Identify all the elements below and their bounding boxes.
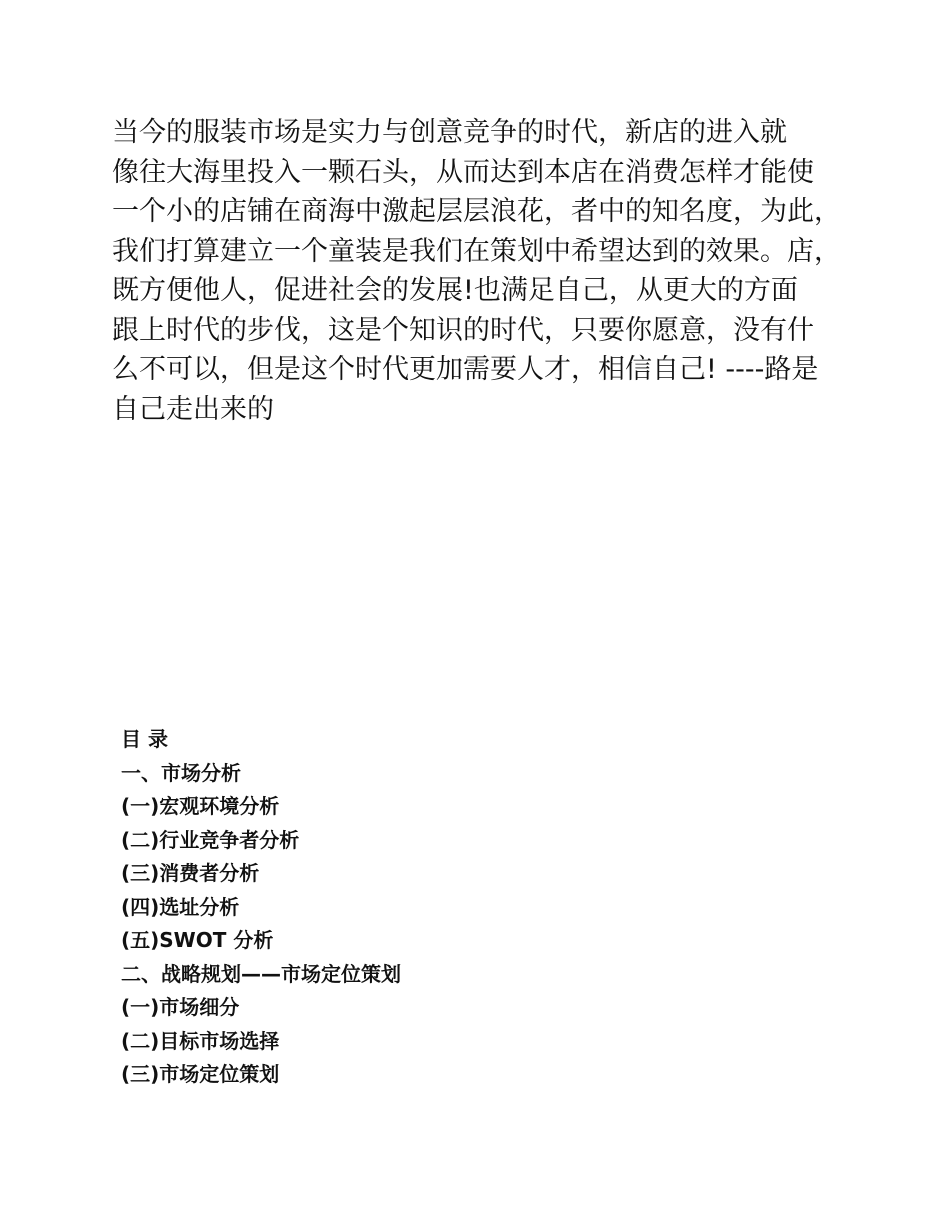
toc-item-macro-environment: (一)宏观环境分析 (121, 794, 280, 818)
toc-item-strategy: 二、战略规划——市场定位策划 (121, 961, 401, 986)
intro-line: 跟上时代的步伐，这是个知识的时代，只要你愿意，没有什 (112, 314, 814, 346)
table-of-contents (121, 723, 621, 1092)
intro-line: 既方便他人，促进社会的发展!也满足自己，从更大的方面 (112, 275, 798, 306)
intro-line: 我们打算建立一个童装是我们在策划中希望达到的效果。店， (112, 235, 841, 267)
intro-line: 像往大海里投入一颗石头，从而达到本店在消费怎样才能使 (112, 156, 814, 188)
intro-line: 么不可以，但是这个时代更加需要人才，相信自己! ----路是 (112, 354, 819, 385)
intro-line: 自己走出来的 (112, 393, 274, 425)
toc-item-competitors: (二)行业竞争者分析 (121, 827, 300, 852)
toc-item-target-market: (二)目标市场选择 (121, 1028, 280, 1053)
toc-item-positioning: (三)市场定位策划 (121, 1062, 280, 1086)
toc-item-consumers: (三)消费者分析 (121, 861, 260, 885)
toc-item-swot: (五)SWOT 分析 (121, 928, 274, 952)
toc-title: 目 录 (121, 727, 168, 751)
intro-line: 一个小的店铺在商海中激起层层浪花，者中的知名度，为此， (112, 196, 841, 227)
toc-item-market-analysis: 一、市场分析 (121, 760, 241, 785)
toc-item-segmentation: (一)市场细分 (121, 995, 240, 1019)
intro-line: 当今的服装市场是实力与创意竞争的时代，新店的进入就 (112, 117, 787, 148)
toc-item-site-selection: (四)选址分析 (121, 894, 240, 919)
intro-paragraph (112, 113, 852, 429)
